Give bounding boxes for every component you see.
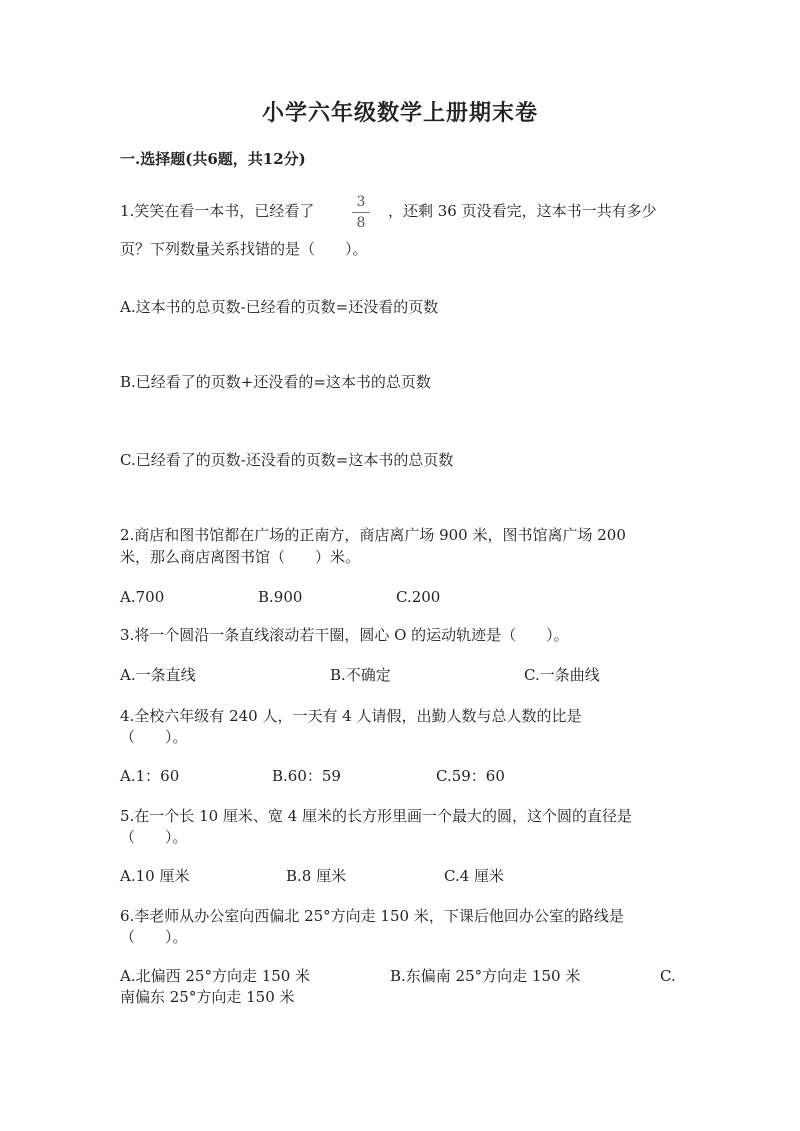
question-3-line-1: 3.将一个圆沿一条直线滚动若干圈，圆心 O 的运动轨迹是（ ）。	[120, 626, 569, 644]
fraction	[352, 194, 370, 231]
question-6-line-2: （ ）。	[120, 928, 188, 946]
question-1-text-b: ，还剩 36 页没看完，这本书一共有多少	[388, 202, 657, 220]
question-6-option-a: A.北偏西 25°方向走 150 米	[120, 967, 311, 985]
question-1-text-a: 1.笑笑在看一本书，已经看了	[120, 202, 315, 220]
question-4-option-a: A.1：60	[120, 767, 180, 785]
question-1-text-c: 页？下列数量关系找错的是（ ）。	[120, 240, 368, 258]
question-2-option-b: B.900	[258, 588, 303, 606]
question-4-line-2: （ ）。	[120, 728, 188, 746]
question-4-option-b: B.60：59	[272, 767, 341, 785]
question-4-option-c: C.59：60	[436, 767, 505, 785]
question-4-line-1: 4.全校六年级有 240 人，一天有 4 人请假，出勤人数与总人数的比是	[120, 707, 582, 725]
question-6-line-1: 6.李老师从办公室向西偏北 25°方向走 150 米，下课后他回办公室的路线是	[120, 907, 624, 925]
question-5-option-b: B.8 厘米	[286, 867, 347, 885]
question-3-option-a: A.一条直线	[120, 666, 196, 684]
question-6-option-b: B.东偏南 25°方向走 150 米	[390, 967, 581, 985]
question-5-option-c: C.4 厘米	[444, 867, 505, 885]
fraction-bar	[352, 212, 370, 213]
question-6-option-c-label: C.	[660, 967, 676, 985]
question-3-option-b: B.不确定	[330, 666, 391, 684]
section-heading: 一.选择题(共6题，共12分)	[120, 150, 306, 168]
question-2-line-2: 米，那么商店离图书馆（ ）米。	[120, 548, 361, 566]
question-5-line-1: 5.在一个长 10 厘米、宽 4 厘米的长方形里画一个最大的圆，这个圆的直径是	[120, 807, 633, 825]
fraction-denominator: 8	[356, 215, 366, 231]
question-2-line-1: 2.商店和图书馆都在广场的正南方，商店离广场 900 米，图书馆离广场 200	[120, 526, 626, 544]
question-1-option-b: B.已经看了的页数+还没看的=这本书的总页数	[120, 373, 431, 391]
question-3-option-c: C.一条曲线	[524, 666, 600, 684]
question-6-option-c-text: 南偏东 25°方向走 150 米	[120, 988, 295, 1006]
question-1-option-a: A.这本书的总页数-已经看的页数=还没看的页数	[120, 298, 439, 316]
page-title: 小学六年级数学上册期末卷	[261, 100, 538, 126]
question-2-option-c: C.200	[396, 588, 441, 606]
question-2-option-a: A.700	[120, 588, 165, 606]
fraction-numerator: 3	[356, 194, 366, 210]
question-5-option-a: A.10 厘米	[120, 867, 190, 885]
question-5-line-2: （ ）。	[120, 828, 188, 846]
question-1-option-c: C.已经看了的页数-还没看的页数=这本书的总页数	[120, 451, 454, 469]
